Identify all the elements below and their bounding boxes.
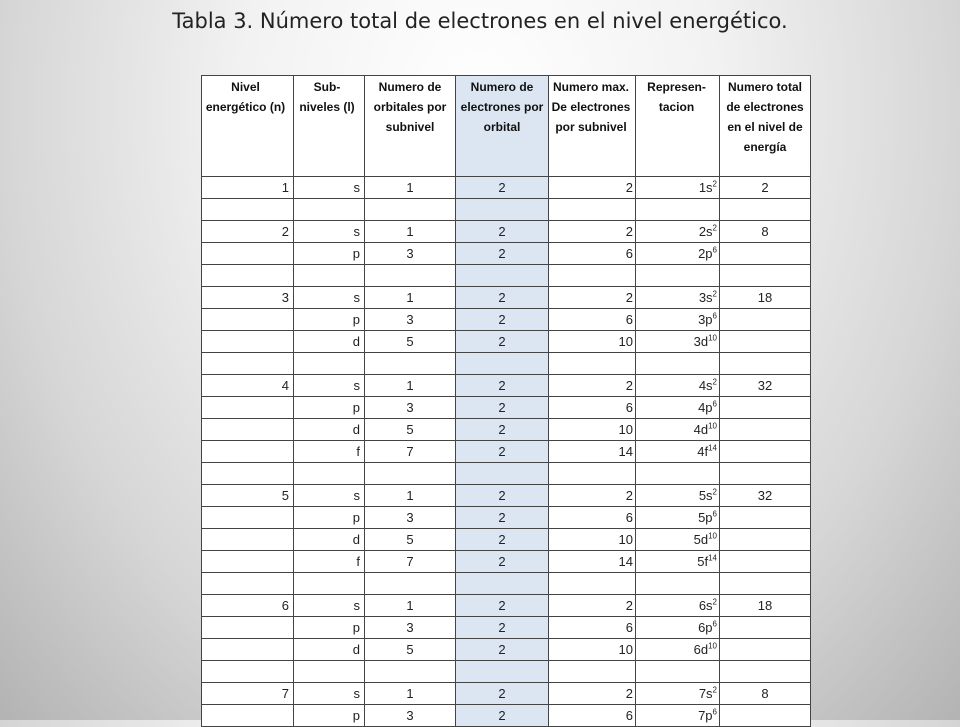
cell-electrones-orbital: 2 xyxy=(456,221,549,243)
table-row xyxy=(202,265,811,287)
cell-representacion xyxy=(636,507,720,529)
cell-total xyxy=(720,397,811,419)
electron-exponent: 10 xyxy=(708,421,717,431)
cell-representacion xyxy=(636,177,720,199)
cell-nivel xyxy=(202,529,294,551)
cell-max-electrones xyxy=(549,661,636,683)
cell-nivel xyxy=(202,639,294,661)
orbital-label: 4s xyxy=(698,378,713,393)
cell-max-electrones xyxy=(549,353,636,375)
cell-representacion xyxy=(636,441,720,463)
cell-nivel xyxy=(202,617,294,639)
cell-total xyxy=(720,331,811,353)
table-row xyxy=(202,507,811,529)
cell-nivel xyxy=(202,265,294,287)
electron-exponent: 6 xyxy=(712,311,717,321)
cell-total xyxy=(720,573,811,595)
cell-electrones-orbital xyxy=(456,265,549,287)
electron-exponent: 2 xyxy=(712,377,717,387)
table-row xyxy=(202,199,811,221)
cell-subnivel xyxy=(294,353,365,375)
table-row xyxy=(202,353,811,375)
cell-max-electrones: 6 xyxy=(549,617,636,639)
cell-subnivel: p xyxy=(294,397,365,419)
cell-representacion xyxy=(636,221,720,243)
cell-representacion xyxy=(636,397,720,419)
electron-exponent: 2 xyxy=(712,223,717,233)
cell-representacion xyxy=(636,683,720,705)
cell-orbitales: 7 xyxy=(365,441,456,463)
cell-representacion xyxy=(636,265,720,287)
cell-electrones-orbital: 2 xyxy=(456,529,549,551)
cell-total xyxy=(720,617,811,639)
orbital-label: 6s xyxy=(698,598,713,613)
cell-max-electrones: 2 xyxy=(549,375,636,397)
electron-exponent: 6 xyxy=(712,707,717,717)
cell-max-electrones xyxy=(549,463,636,485)
cell-subnivel: s xyxy=(294,287,365,309)
cell-subnivel: d xyxy=(294,331,365,353)
electron-exponent: 14 xyxy=(708,443,717,453)
orbital-label: 3d xyxy=(693,334,709,349)
cell-electrones-orbital: 2 xyxy=(456,705,549,727)
cell-max-electrones xyxy=(549,199,636,221)
orbital-label: 6d xyxy=(693,642,709,657)
cell-total xyxy=(720,199,811,221)
header-nivel: Nivel energético (n) xyxy=(202,76,294,177)
orbital-label: 4f xyxy=(697,444,709,459)
cell-nivel xyxy=(202,507,294,529)
cell-representacion xyxy=(636,617,720,639)
cell-subnivel: p xyxy=(294,243,365,265)
cell-orbitales: 1 xyxy=(365,287,456,309)
cell-orbitales: 1 xyxy=(365,221,456,243)
cell-electrones-orbital: 2 xyxy=(456,551,549,573)
header-electrones-orbital: Numero de electrones por orbital xyxy=(456,76,549,177)
cell-nivel xyxy=(202,353,294,375)
electron-exponent: 2 xyxy=(712,685,717,695)
electron-exponent: 10 xyxy=(708,531,717,541)
cell-total xyxy=(720,243,811,265)
cell-max-electrones: 6 xyxy=(549,397,636,419)
cell-subnivel: s xyxy=(294,485,365,507)
orbital-label: 7s xyxy=(698,686,713,701)
cell-representacion xyxy=(636,639,720,661)
cell-orbitales: 3 xyxy=(365,397,456,419)
cell-nivel xyxy=(202,463,294,485)
cell-nivel xyxy=(202,551,294,573)
table-row xyxy=(202,309,811,331)
orbital-label: 2p xyxy=(698,246,713,261)
orbital-label: 2s xyxy=(698,224,713,239)
table-row xyxy=(202,441,811,463)
cell-nivel: 6 xyxy=(202,595,294,617)
cell-subnivel: s xyxy=(294,221,365,243)
cell-orbitales: 5 xyxy=(365,331,456,353)
table-row xyxy=(202,419,811,441)
cell-subnivel: d xyxy=(294,419,365,441)
cell-electrones-orbital: 2 xyxy=(456,177,549,199)
cell-total xyxy=(720,463,811,485)
cell-total xyxy=(720,551,811,573)
cell-total xyxy=(720,441,811,463)
cell-representacion xyxy=(636,705,720,727)
cell-orbitales xyxy=(365,463,456,485)
orbital-label: 5s xyxy=(698,488,713,503)
cell-subnivel xyxy=(294,265,365,287)
cell-electrones-orbital: 2 xyxy=(456,639,549,661)
cell-max-electrones: 2 xyxy=(549,221,636,243)
cell-orbitales: 5 xyxy=(365,529,456,551)
electron-exponent: 6 xyxy=(712,619,717,629)
cell-total: 32 xyxy=(720,485,811,507)
cell-orbitales: 3 xyxy=(365,705,456,727)
orbital-label: 7p xyxy=(698,708,713,723)
cell-total xyxy=(720,309,811,331)
table-row xyxy=(202,661,811,683)
electron-exponent: 6 xyxy=(712,509,717,519)
page-title: Tabla 3. Número total de electrones en el nivel energético. xyxy=(172,9,788,33)
cell-nivel: 1 xyxy=(202,177,294,199)
cell-representacion xyxy=(636,463,720,485)
cell-representacion xyxy=(636,529,720,551)
cell-electrones-orbital xyxy=(456,463,549,485)
cell-total: 8 xyxy=(720,221,811,243)
cell-representacion xyxy=(636,287,720,309)
cell-total xyxy=(720,507,811,529)
cell-max-electrones: 2 xyxy=(549,485,636,507)
electron-exponent: 2 xyxy=(712,179,717,189)
cell-subnivel: f xyxy=(294,551,365,573)
cell-total xyxy=(720,353,811,375)
cell-subnivel: s xyxy=(294,177,365,199)
cell-max-electrones: 6 xyxy=(549,309,636,331)
table-row xyxy=(202,529,811,551)
cell-electrones-orbital: 2 xyxy=(456,485,549,507)
cell-orbitales xyxy=(365,353,456,375)
cell-max-electrones: 10 xyxy=(549,639,636,661)
cell-total: 32 xyxy=(720,375,811,397)
table-row xyxy=(202,287,811,309)
orbital-label: 4d xyxy=(693,422,709,437)
cell-orbitales: 1 xyxy=(365,485,456,507)
cell-nivel xyxy=(202,661,294,683)
cell-total xyxy=(720,265,811,287)
cell-subnivel xyxy=(294,661,365,683)
cell-electrones-orbital xyxy=(456,353,549,375)
header-orbitales: Numero de orbitales por subnivel xyxy=(365,76,456,177)
cell-nivel: 3 xyxy=(202,287,294,309)
cell-orbitales: 1 xyxy=(365,177,456,199)
cell-max-electrones xyxy=(549,573,636,595)
electron-exponent: 6 xyxy=(712,399,717,409)
cell-orbitales: 1 xyxy=(365,375,456,397)
cell-nivel: 4 xyxy=(202,375,294,397)
cell-subnivel: s xyxy=(294,595,365,617)
table-row xyxy=(202,551,811,573)
cell-orbitales: 3 xyxy=(365,507,456,529)
cell-max-electrones: 2 xyxy=(549,683,636,705)
orbital-label: 3s xyxy=(698,290,713,305)
header-representacion: Represen- tacion xyxy=(636,76,720,177)
cell-subnivel: d xyxy=(294,639,365,661)
cell-max-electrones: 6 xyxy=(549,507,636,529)
table-row xyxy=(202,683,811,705)
electron-exponent: 2 xyxy=(712,289,717,299)
header-max-electrones: Numero max. De electrones por subnivel xyxy=(549,76,636,177)
table-row xyxy=(202,243,811,265)
cell-max-electrones: 10 xyxy=(549,529,636,551)
cell-electrones-orbital: 2 xyxy=(456,397,549,419)
cell-orbitales xyxy=(365,199,456,221)
cell-nivel xyxy=(202,199,294,221)
table-row xyxy=(202,595,811,617)
cell-total xyxy=(720,639,811,661)
cell-total xyxy=(720,705,811,727)
cell-representacion xyxy=(636,353,720,375)
cell-max-electrones: 2 xyxy=(549,595,636,617)
cell-subnivel xyxy=(294,573,365,595)
table-row xyxy=(202,617,811,639)
orbital-label: 1s xyxy=(698,180,713,195)
electron-exponent: 10 xyxy=(708,333,717,343)
cell-nivel xyxy=(202,309,294,331)
cell-representacion xyxy=(636,419,720,441)
cell-total: 2 xyxy=(720,177,811,199)
cell-nivel: 7 xyxy=(202,683,294,705)
cell-max-electrones: 6 xyxy=(549,705,636,727)
table-body xyxy=(202,177,811,727)
electron-exponent: 6 xyxy=(712,245,717,255)
cell-max-electrones: 14 xyxy=(549,441,636,463)
electron-exponent: 14 xyxy=(708,553,717,563)
cell-representacion xyxy=(636,331,720,353)
header-row xyxy=(202,76,811,177)
orbital-label: 5p xyxy=(698,510,713,525)
table-row xyxy=(202,177,811,199)
cell-subnivel: s xyxy=(294,683,365,705)
table-row xyxy=(202,397,811,419)
cell-subnivel xyxy=(294,199,365,221)
cell-nivel xyxy=(202,419,294,441)
cell-representacion xyxy=(636,243,720,265)
cell-nivel xyxy=(202,573,294,595)
cell-electrones-orbital: 2 xyxy=(456,287,549,309)
cell-nivel xyxy=(202,441,294,463)
cell-subnivel xyxy=(294,463,365,485)
table-row xyxy=(202,463,811,485)
cell-electrones-orbital: 2 xyxy=(456,441,549,463)
cell-representacion xyxy=(636,199,720,221)
cell-representacion xyxy=(636,573,720,595)
cell-orbitales xyxy=(365,661,456,683)
cell-nivel xyxy=(202,243,294,265)
table-row xyxy=(202,375,811,397)
electron-table xyxy=(201,75,811,727)
cell-electrones-orbital: 2 xyxy=(456,595,549,617)
cell-nivel: 2 xyxy=(202,221,294,243)
cell-representacion xyxy=(636,309,720,331)
cell-orbitales: 1 xyxy=(365,683,456,705)
cell-representacion xyxy=(636,375,720,397)
cell-electrones-orbital: 2 xyxy=(456,331,549,353)
table-row xyxy=(202,221,811,243)
cell-electrones-orbital: 2 xyxy=(456,617,549,639)
orbital-label: 5d xyxy=(693,532,709,547)
orbital-label: 3p xyxy=(698,312,713,327)
cell-total: 18 xyxy=(720,595,811,617)
table-row xyxy=(202,331,811,353)
cell-total xyxy=(720,419,811,441)
cell-max-electrones: 14 xyxy=(549,551,636,573)
cell-orbitales: 7 xyxy=(365,551,456,573)
header-subniveles: Sub- niveles (l) xyxy=(294,76,365,177)
table-row xyxy=(202,573,811,595)
cell-electrones-orbital: 2 xyxy=(456,683,549,705)
cell-total: 18 xyxy=(720,287,811,309)
cell-nivel xyxy=(202,705,294,727)
cell-subnivel: s xyxy=(294,375,365,397)
cell-nivel xyxy=(202,397,294,419)
cell-total: 8 xyxy=(720,683,811,705)
cell-max-electrones: 2 xyxy=(549,287,636,309)
cell-orbitales xyxy=(365,265,456,287)
cell-orbitales: 3 xyxy=(365,243,456,265)
cell-total xyxy=(720,661,811,683)
cell-electrones-orbital: 2 xyxy=(456,309,549,331)
orbital-label: 5f xyxy=(697,554,709,569)
cell-subnivel: p xyxy=(294,507,365,529)
cell-subnivel: f xyxy=(294,441,365,463)
cell-representacion xyxy=(636,485,720,507)
cell-representacion xyxy=(636,595,720,617)
cell-orbitales: 5 xyxy=(365,639,456,661)
cell-max-electrones: 10 xyxy=(549,419,636,441)
orbital-label: 6p xyxy=(698,620,713,635)
cell-orbitales: 3 xyxy=(365,309,456,331)
cell-max-electrones: 6 xyxy=(549,243,636,265)
cell-max-electrones xyxy=(549,265,636,287)
cell-subnivel: p xyxy=(294,617,365,639)
cell-representacion xyxy=(636,551,720,573)
electron-exponent: 2 xyxy=(712,487,717,497)
cell-total xyxy=(720,529,811,551)
cell-electrones-orbital: 2 xyxy=(456,243,549,265)
cell-nivel xyxy=(202,331,294,353)
cell-electrones-orbital xyxy=(456,199,549,221)
cell-orbitales: 3 xyxy=(365,617,456,639)
cell-electrones-orbital xyxy=(456,573,549,595)
cell-electrones-orbital: 2 xyxy=(456,375,549,397)
cell-orbitales xyxy=(365,573,456,595)
cell-max-electrones: 2 xyxy=(549,177,636,199)
table-row xyxy=(202,485,811,507)
cell-electrones-orbital: 2 xyxy=(456,507,549,529)
cell-electrones-orbital xyxy=(456,661,549,683)
cell-max-electrones: 10 xyxy=(549,331,636,353)
table-row xyxy=(202,639,811,661)
header-total: Numero total de electrones en el nivel de energía xyxy=(720,76,811,177)
orbital-label: 4p xyxy=(698,400,713,415)
electron-exponent: 2 xyxy=(712,597,717,607)
cell-orbitales: 1 xyxy=(365,595,456,617)
cell-subnivel: d xyxy=(294,529,365,551)
cell-nivel: 5 xyxy=(202,485,294,507)
cell-subnivel: p xyxy=(294,705,365,727)
electron-exponent: 10 xyxy=(708,641,717,651)
cell-electrones-orbital: 2 xyxy=(456,419,549,441)
cell-orbitales: 5 xyxy=(365,419,456,441)
cell-representacion xyxy=(636,661,720,683)
table-row xyxy=(202,705,811,727)
cell-subnivel: p xyxy=(294,309,365,331)
